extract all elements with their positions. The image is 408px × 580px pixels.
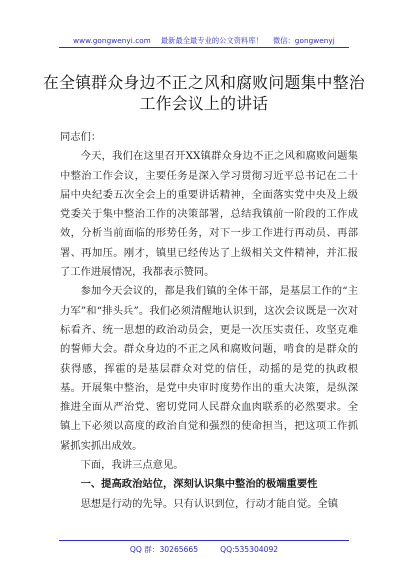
title-line-1: 在全镇群众身边不正之风和腐败问题集中整治	[43, 73, 365, 92]
document-body	[60, 128, 358, 514]
salutation: 同志们：	[60, 131, 102, 143]
footer-qq: QQ:535304092	[220, 545, 279, 554]
page-header	[0, 36, 408, 46]
paragraph-1: 今天，我们在这里召开XX镇群众身边不正之风和腐败问题集中整治工作会议，主要任务是深入学习贯彻习近平总书记在二十届中央纪委五次全会上的重要讲话精神，全面落实党中央及上级党委关于集中整治工作的决策部署，总结我镇前一阶段的工作成效，分析当前面临的形势任务，对下一步工作进行再动员、再部署、再加压。刚才，镇里已经传达了上级相关文件精神，并汇报了工作进展情况，我都表示赞同。	[60, 150, 358, 279]
header-divider	[59, 47, 349, 48]
paragraph-4: 思想是行动的先导。只有认识到位，行动才能自觉。全镇	[80, 497, 339, 510]
paragraph-2: 参加今天会议的，都是我们镇的全体干部，是基层工作的“主力军”和“排头兵”。我们必须清醒地认识到，这次会议既是一次对标看齐、统一思想的政治动员会，更是一次压实责任、攻坚克难的誓师大会。群众身边的不正之风和腐败问题，啃食的是群众的获得感，挥霍的是基层群众对党的信任，动摇的是党的执政根基。开展集中整治，是党中央审时度势作出的重大决策，是纵深推进全面从严治党、密切党同人民群众血肉联系的必然要求。全镇上下必须以高度的政治自觉和强烈的使命担当，把这项工作抓紧抓实抓出成效。	[60, 285, 358, 452]
paragraph-3: 下面，我讲三点意见。	[80, 459, 184, 472]
title-line-2: 工作会议上的讲话	[139, 94, 269, 113]
footer-divider	[59, 540, 349, 541]
header-slogan: 最新最全最专业的公文资料库！	[160, 36, 263, 45]
document-title	[40, 72, 368, 114]
header-wechat: 微信：gongwenyj	[272, 36, 335, 45]
page-footer	[0, 544, 408, 555]
footer-qq-group: QQ 群：30265665	[129, 545, 199, 554]
section-heading-1: 一、提高政治站位，深刻认识集中整治的极端重要性	[80, 478, 318, 491]
header-site: www.gongwenyi.com	[73, 36, 151, 45]
